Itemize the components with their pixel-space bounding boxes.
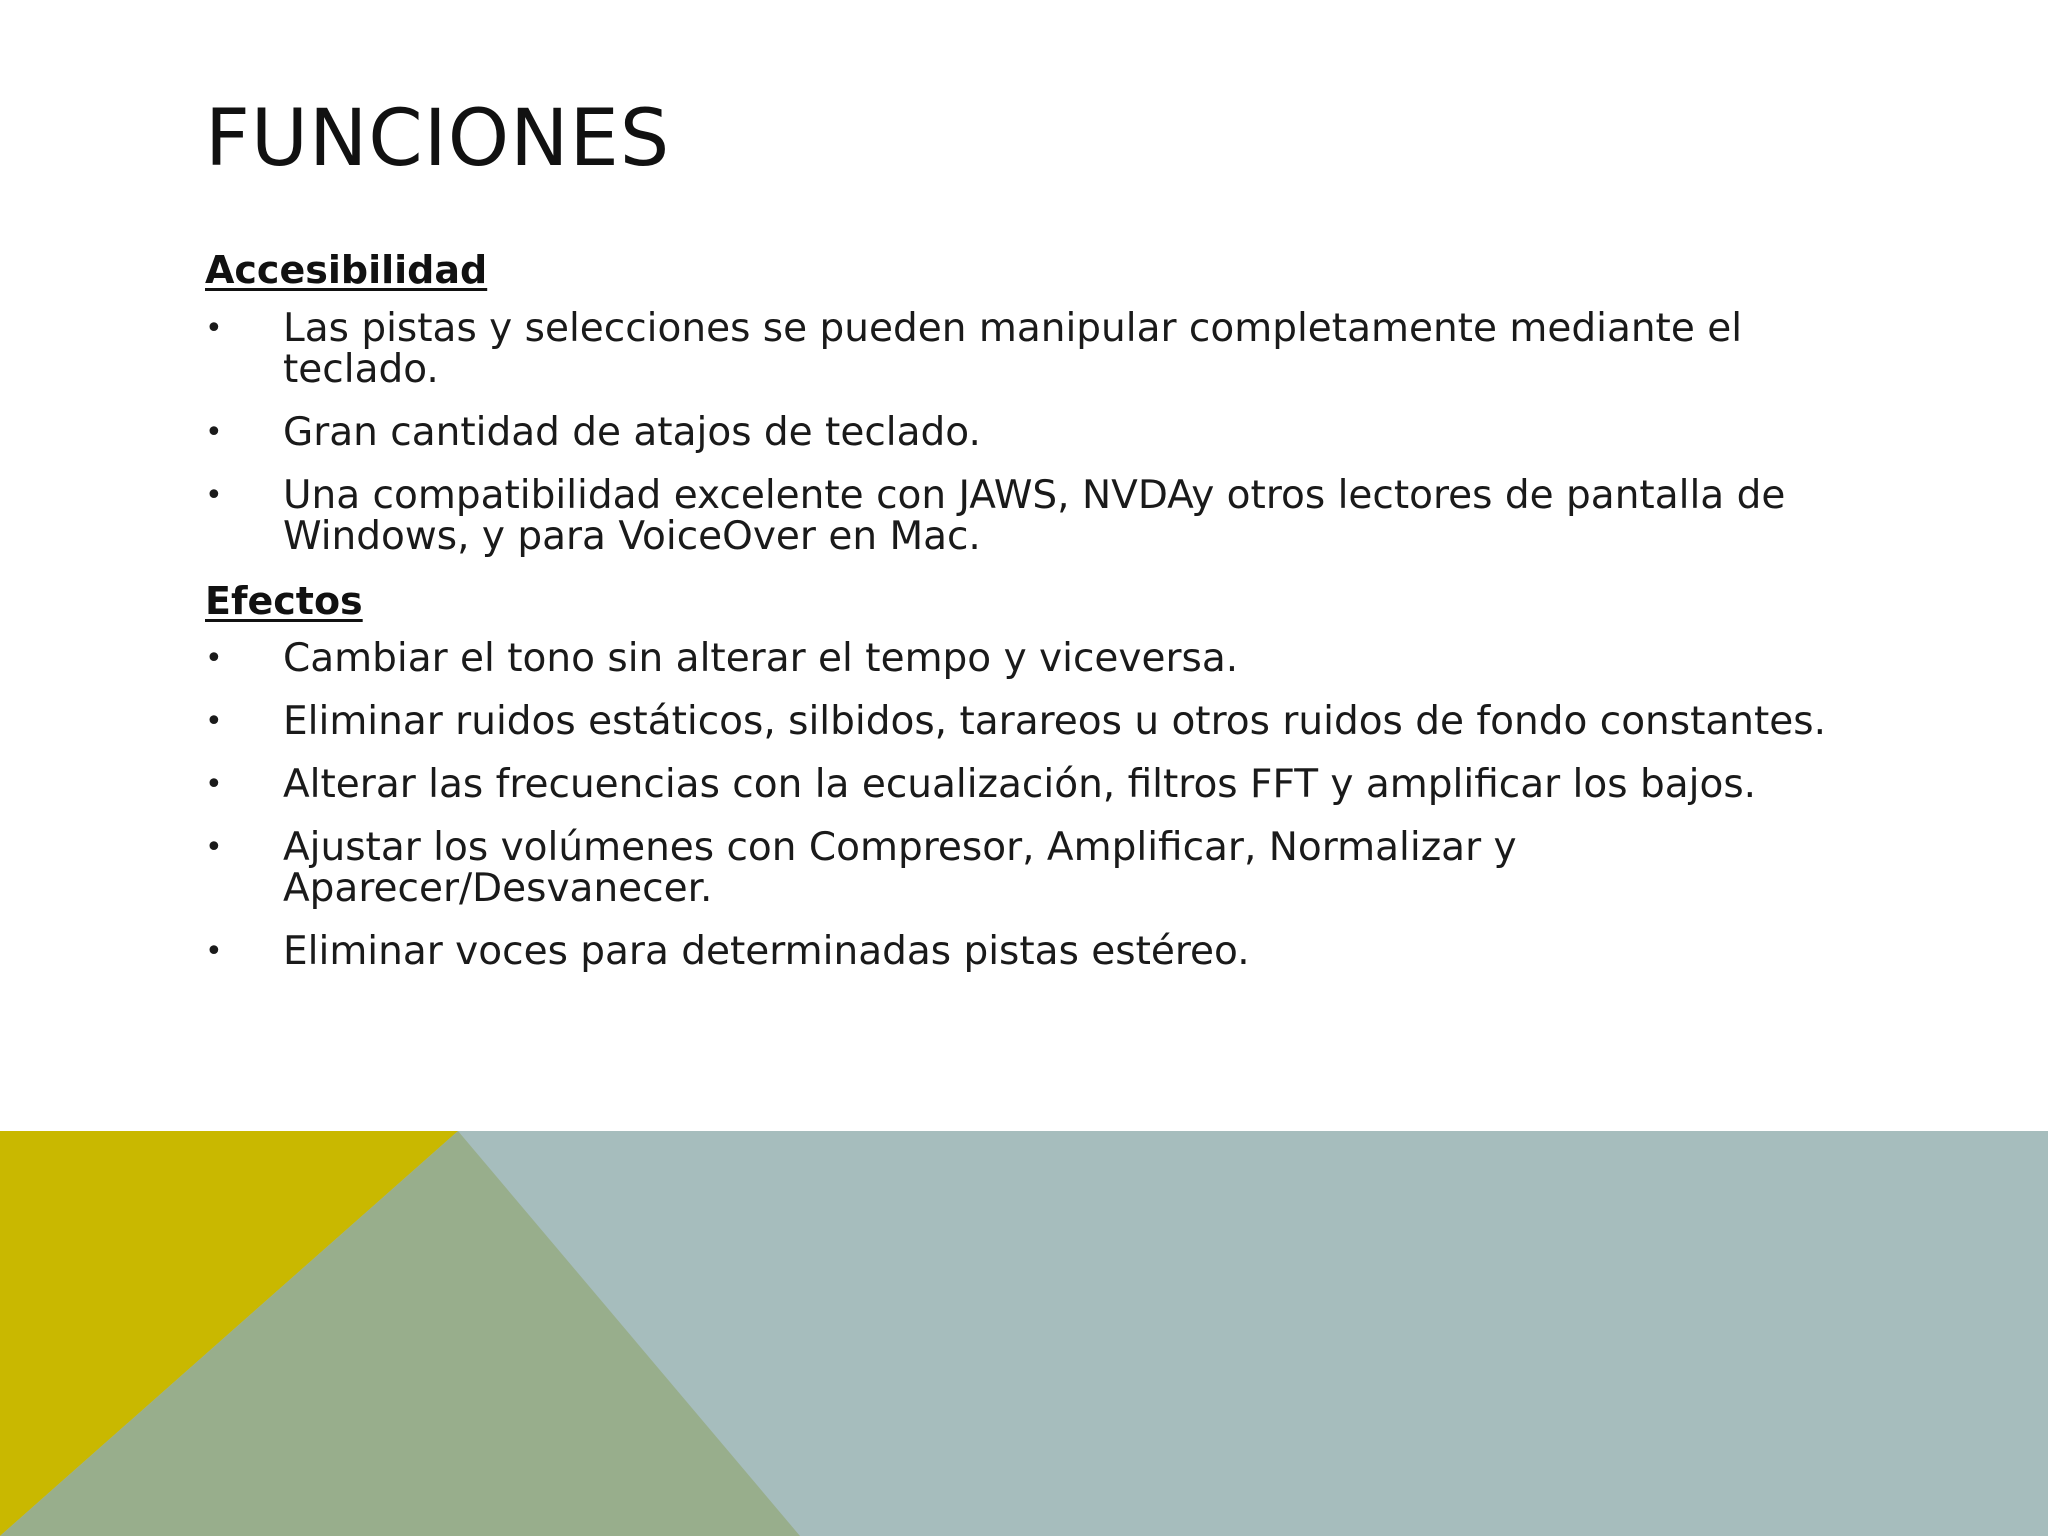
- bullet-text: Eliminar ruidos estáticos, silbidos, tarareos u otros ruidos de fondo constantes.: [283, 699, 1826, 745]
- bullet-text: Gran cantidad de atajos de teclado.: [283, 409, 981, 455]
- bullet-list-efectos: [205, 636, 1865, 975]
- list-item: [205, 825, 1865, 912]
- bullet-icon: •: [205, 414, 223, 450]
- slide-title: FUNCIONES: [205, 94, 671, 184]
- list-item: [205, 636, 1865, 682]
- bullet-icon: •: [205, 477, 223, 513]
- list-item: [205, 929, 1865, 975]
- bullet-icon: •: [205, 641, 223, 677]
- bullet-icon: •: [205, 830, 223, 866]
- bullet-text: Eliminar voces para determinadas pistas estéreo.: [283, 929, 1250, 975]
- list-item: [205, 305, 1865, 392]
- list-item: [205, 472, 1865, 559]
- bullet-icon: •: [205, 310, 223, 346]
- list-item: [205, 699, 1865, 745]
- bullet-icon: •: [205, 767, 223, 803]
- section-heading-accesibilidad: Accesibilidad: [205, 248, 488, 292]
- bullet-icon: •: [205, 934, 223, 970]
- slide-content: [205, 248, 1865, 994]
- section-heading-efectos: Efectos: [205, 578, 363, 623]
- list-item: [205, 762, 1865, 808]
- bullet-icon: •: [205, 704, 223, 740]
- bullet-text: Una compatibilidad excelente con JAWS, NVDAy otros lectores de pantalla de Windows, y para VoiceOver en Mac.: [283, 472, 1786, 559]
- bullet-text: Las pistas y selecciones se pueden manipular completamente mediante el teclado.: [283, 305, 1743, 392]
- bullet-text: Cambiar el tono sin alterar el tempo y viceversa.: [283, 636, 1239, 682]
- bullet-text: Alterar las frecuencias con la ecualización, filtros FFT y amplificar los bajos.: [283, 762, 1757, 808]
- bullet-list-accesibilidad: [205, 305, 1865, 559]
- bullet-text: Ajustar los volúmenes con Compresor, Amplificar, Normalizar y Aparecer/Desvanecer.: [283, 825, 1517, 912]
- list-item: [205, 409, 1865, 455]
